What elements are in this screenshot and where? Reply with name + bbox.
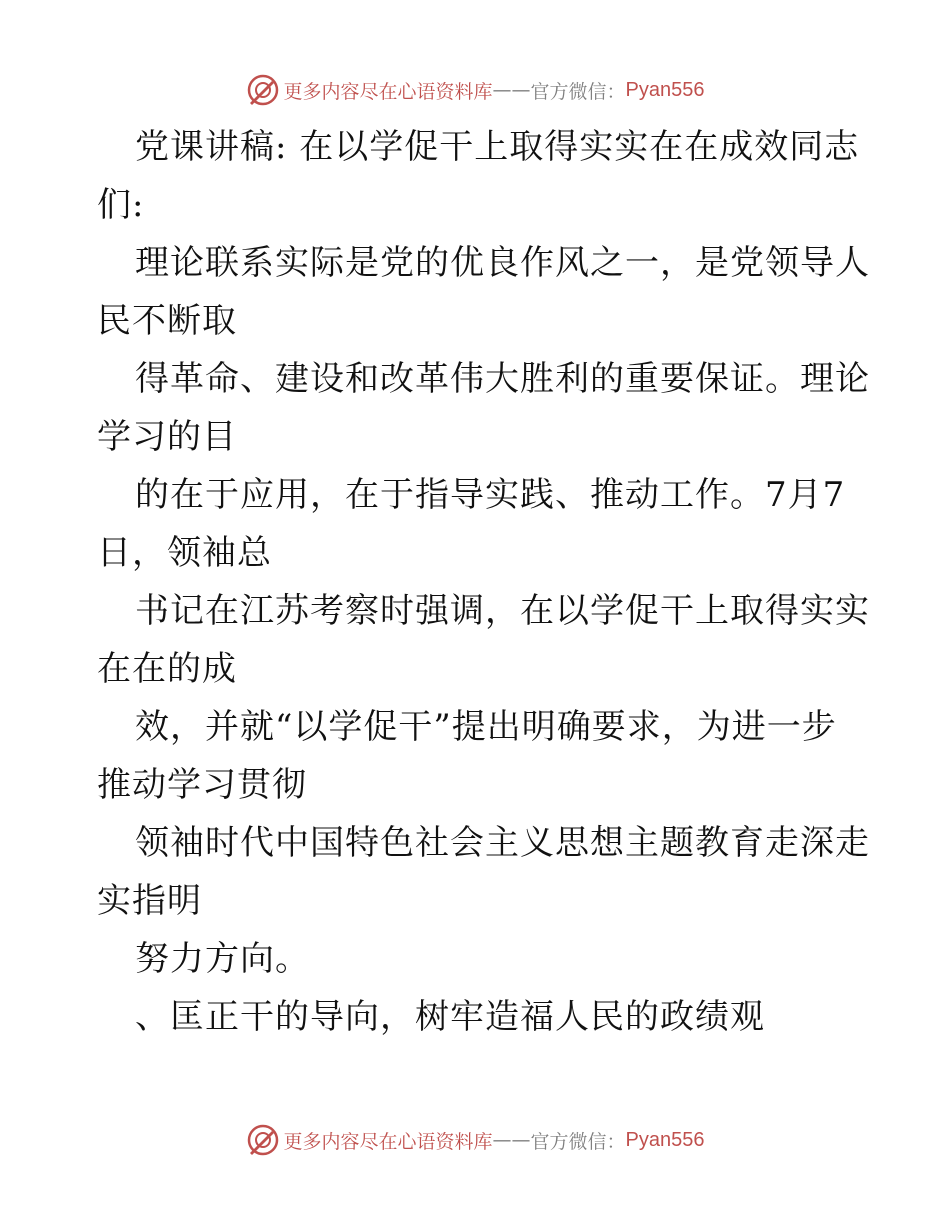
pen-logo-icon bbox=[246, 73, 280, 107]
text-line: 努力方向。 bbox=[135, 939, 310, 979]
text-line: 得革命、建设和改革伟大胜利的重要保证。理论 bbox=[135, 359, 870, 399]
text-line: 、匡正干的导向，树牢造福人民的政绩观 bbox=[135, 997, 765, 1037]
text-line: 学习的目 bbox=[97, 417, 237, 457]
text-line: 效，并就“以学促干”提出明确要求，为进一步 bbox=[135, 707, 837, 747]
watermark-dash: —— bbox=[492, 1129, 531, 1151]
text-line: 实指明 bbox=[97, 881, 202, 921]
watermark-wechat-id: Pyan556 bbox=[625, 78, 705, 101]
watermark-wechat-label: 官方微信： bbox=[530, 80, 626, 103]
text-line: 的在于应用，在于指导实践、推动工作。7月7 bbox=[135, 475, 846, 515]
watermark-prefix: 更多内容尽在心语资料库 bbox=[283, 1130, 493, 1153]
text-line: 领袖时代中国特色社会主义思想主题教育走深走 bbox=[135, 823, 870, 863]
text-line: 日，领袖总 bbox=[97, 533, 272, 573]
watermark-dash: —— bbox=[492, 79, 531, 101]
watermark-wechat-label: 官方微信： bbox=[530, 1130, 626, 1153]
text-line: 书记在江苏考察时强调，在以学促干上取得实实 bbox=[135, 591, 870, 631]
text-line: 民不断取 bbox=[97, 301, 237, 341]
pen-logo-icon bbox=[246, 1123, 280, 1157]
footer-watermark bbox=[0, 1120, 950, 1160]
text-line: 推动学习贯彻 bbox=[97, 765, 307, 805]
text-line: 们: bbox=[97, 185, 145, 225]
watermark-wechat-id: Pyan556 bbox=[625, 1128, 705, 1151]
document-body bbox=[97, 118, 870, 1046]
header-watermark bbox=[0, 70, 950, 110]
text-line: 党课讲稿: 在以学促干上取得实实在在成效同志 bbox=[135, 127, 860, 167]
watermark-prefix: 更多内容尽在心语资料库 bbox=[283, 80, 493, 103]
text-line: 在在的成 bbox=[97, 649, 237, 689]
text-line: 理论联系实际是党的优良作风之一，是党领导人 bbox=[135, 243, 870, 283]
